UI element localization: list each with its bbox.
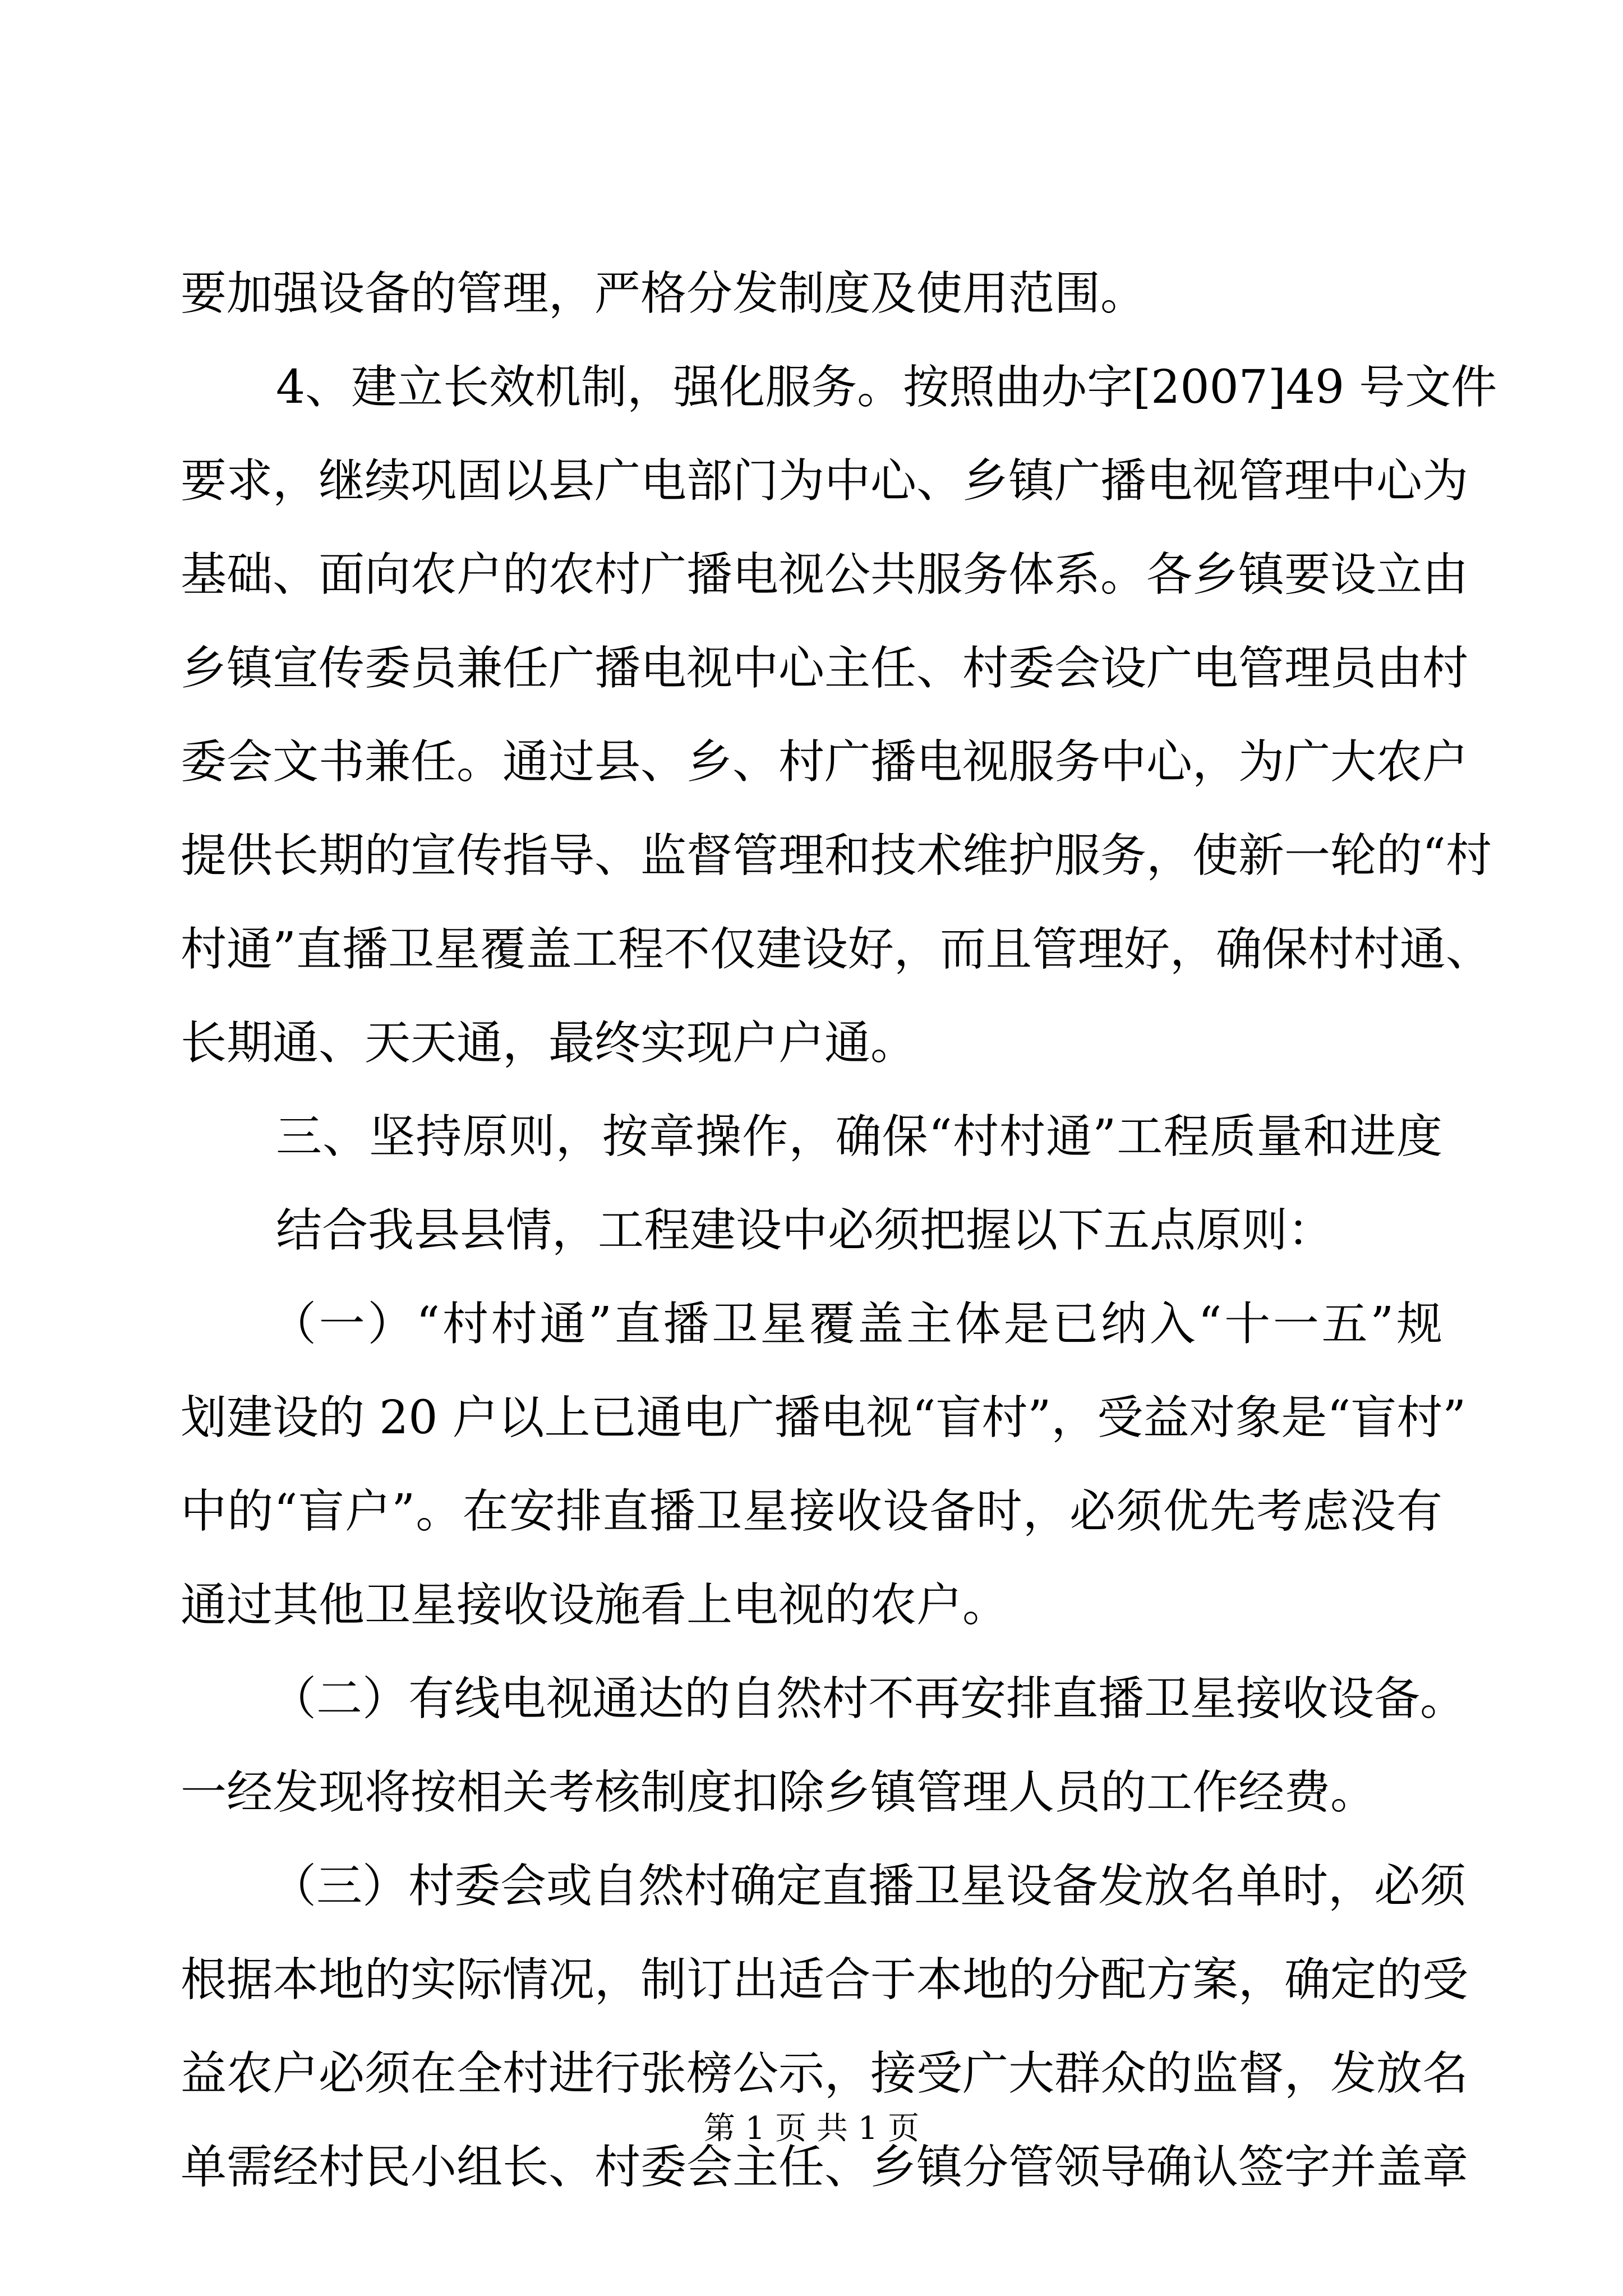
paragraph-line: 长期通、天天通，最终实现户户通。	[181, 1016, 917, 1070]
paragraph-line: 中的“盲户”。在安排直播卫星接收设备时，必须优先考虑没有	[181, 1485, 1442, 1538]
paragraph-line: （三）村委会或自然村确定直播卫星设备发放名单时，必须	[270, 1860, 1467, 1913]
paragraph-line: （一）“村村通”直播卫星覆盖主体是已纳入“十一五”规	[270, 1297, 1442, 1351]
section-heading: 三、坚持原则，按章操作，确保“村村通”工程质量和进度	[276, 1110, 1442, 1163]
paragraph-line: 4、建立长效机制，强化服务。按照曲办字[2007]49 号文件	[276, 361, 1497, 414]
paragraph-line: 结合我县县情，工程建设中必须把握以下五点原则：	[276, 1204, 1334, 1257]
paragraph-line: 根据本地的实际情况，制订出适合于本地的分配方案，确定的受	[181, 1953, 1469, 2007]
paragraph-line: 一经发现将按相关考核制度扣除乡镇管理人员的工作经费。	[181, 1766, 1377, 1819]
paragraph-line: 委会文书兼任。通过县、乡、村广播电视服务中心，为广大农户	[181, 735, 1469, 789]
paragraph-line: 村通”直播卫星覆盖工程不仅建设好，而且管理好，确保村村通、	[181, 923, 1492, 976]
paragraph-line: 要加强设备的管理，严格分发制度及使用范围。	[181, 267, 1147, 320]
paragraph-line: 提供长期的宣传指导、监督管理和技术维护服务，使新一轮的“村	[181, 829, 1492, 882]
paragraph-line: 基础、面向农户的农村广播电视公共服务体系。各乡镇要设立由	[181, 548, 1469, 601]
page-number-footer: 第 1 页 共 1 页	[703, 2110, 920, 2147]
paragraph-line: 益农户必须在全村进行张榜公示，接受广大群众的监督，发放名	[181, 2047, 1469, 2100]
paragraph-line: 要求，继续巩固以县广电部门为中心、乡镇广播电视管理中心为	[181, 454, 1469, 508]
paragraph-line: （二）有线电视通达的自然村不再安排直播卫星接收设备。	[270, 1672, 1467, 1726]
document-body	[181, 247, 1497, 2214]
paragraph-line: 单需经村民小组长、村委会主任、乡镇分管领导确认签字并盖章	[181, 2141, 1469, 2194]
paragraph-line: 通过其他卫星接收设施看上电视的农户。	[181, 1579, 1009, 1632]
paragraph-line: 划建设的 20 户以上已通电广播电视“盲村”，受益对象是“盲村”	[181, 1391, 1467, 1444]
paragraph-line: 乡镇宣传委员兼任广播电视中心主任、村委会设广电管理员由村	[181, 642, 1469, 695]
